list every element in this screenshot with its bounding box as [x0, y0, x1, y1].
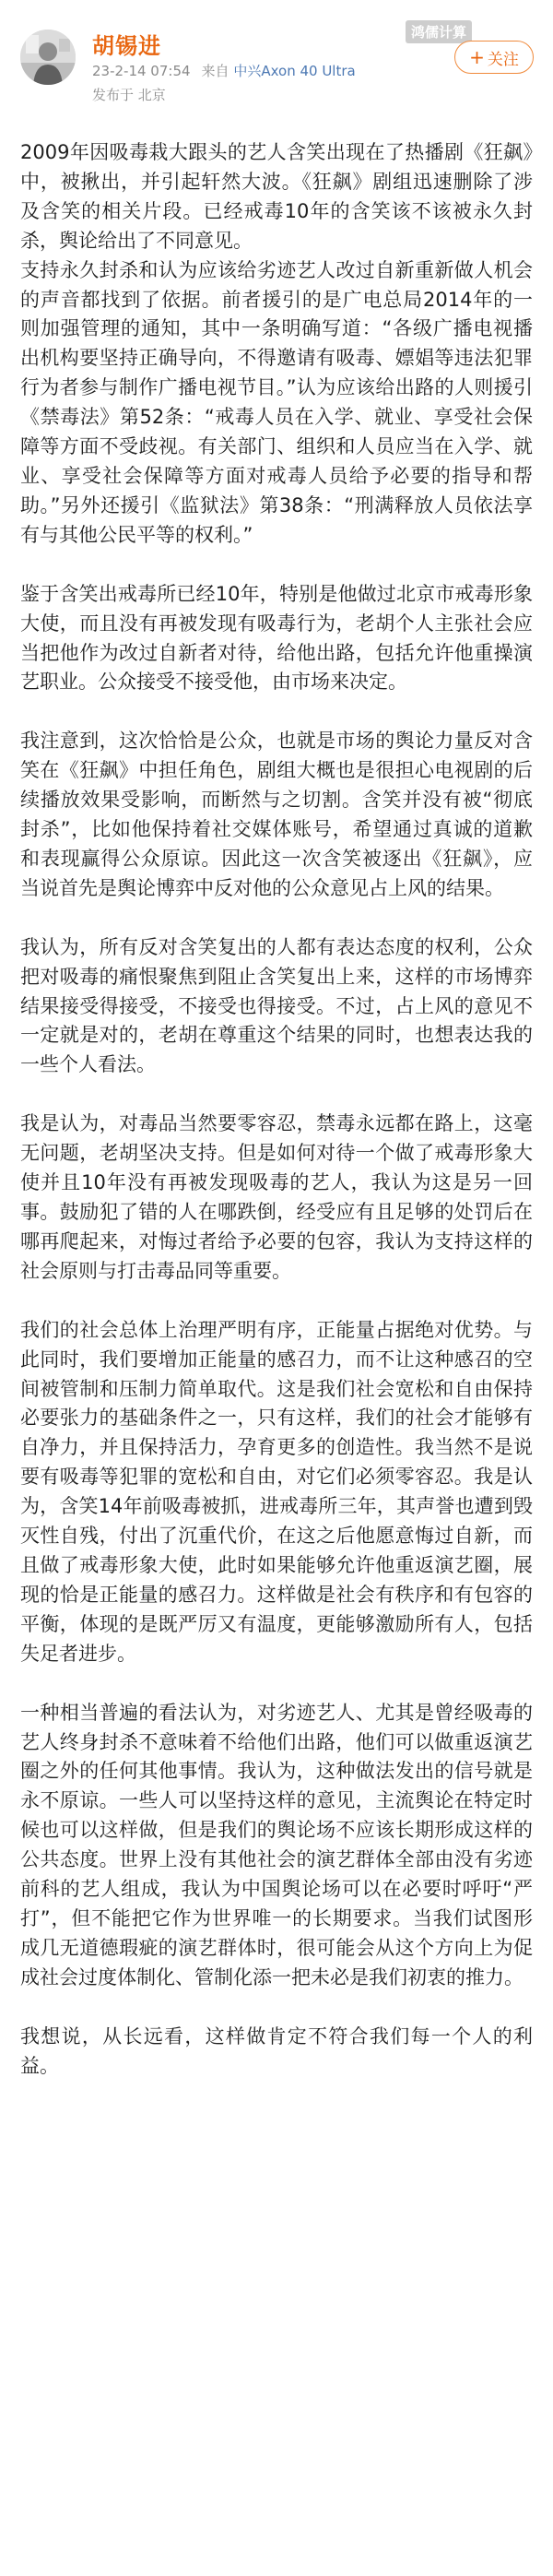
watermark-logo: 鸿儒计算 [406, 20, 472, 43]
paragraph-8: 一种相当普遍的看法认为，对劣迹艺人、尤其是曾经吸毒的艺人终身封杀不意味着不给他们出路，他们可以做重返演艺圈之外的任何其他事情。我认为，这种做法发出的信号就是永不原谅。一些人可以坚持这样的意见，主流舆论在特定时候也可以这样做，但是我们的舆论场不应该长期形成这样的公共态度。世界上没有其他社会的演艺群体全部由没有劣迹前科的艺人组成，我认为中国舆论场可以在必要时呼吁“严打”，但不能把它作为世界唯一的长期要求。当我们试图形成几无道德瑕疵的演艺群体时，很可能会从这个方向上为促成社会过度体制化、管制化添一把未必是我们初衷的推力。 [20, 1701, 533, 1988]
paragraph-7: 我们的社会总体上治理严明有序，正能量占据绝对优势。与此同时，我们要增加正能量的感召力，而不让这种感召的空间被管制和压制力简单取代。这是我们社会宽松和自由保持必要张力的基础条件之一，只有这样，我们的社会才能够有自净力，并且保持活力，孕育更多的创造性。我当然不是说要有吸毒等犯罪的宽松和自由，对它们必须零容忍。我是认为，含笑14年前吸毒被抓，进戒毒所三年，其声誉也遭到毁灭性自残，付出了沉重代价，在这之后他愿意悔过自新，而且做了戒毒形象大使，此时如果能够允许他重返演艺圈，展现的恰是正能量的感召力。这样做是社会有秩序和有包容的平衡，体现的是既严厉又有温度，更能够激励所有人，包括失足者进步。 [20, 1318, 533, 1665]
author-name[interactable]: 胡锡进 [92, 33, 161, 59]
paragraph-6: 我是认为，对毒品当然要零容忍，禁毒永远都在路上，这毫无问题，老胡坚决支持。但是如何对待一个做了戒毒形象大使并且10年没有再被发现吸毒的艺人，我认为这是另一回事。鼓励犯了错的人在哪跌倒，经受应有且足够的处罚后在哪再爬起来，对悔过者给予必要的包容，我认为支持这样的社会原则与打击毒品同等重要。 [20, 1112, 533, 1282]
post-content [20, 138, 533, 2081]
post-header [0, 0, 553, 109]
paragraph-4: 我注意到，这次恰恰是公众，也就是市场的舆论力量反对含笑在《狂飙》中担任角色，剧组大概也是很担心电视剧的后续播放效果受影响，而断然与之切割。含笑并没有被“彻底封杀”，比如他保持着社交媒体账号，希望通过真诚的道歉和表现赢得公众原谅。因此这一次含笑被逐出《狂飙》，应当说首先是舆论博弈中反对他的公众意见占上风的结果。 [20, 730, 533, 899]
plus-icon: + [469, 46, 485, 68]
post-datetime: 23-2-14 07:54 [92, 63, 191, 79]
post-meta [92, 61, 356, 80]
post-source-prefix: 来自 [201, 63, 229, 79]
post-location: 发布于 北京 [92, 87, 166, 103]
avatar-image [20, 30, 76, 85]
paragraph-5: 我认为，所有反对含笑复出的人都有表达态度的权利，公众把对吸毒的痛恨聚焦到阻止含笑复出上来，这样的市场博弈结果接受得接受，不接受也得接受。不过，占上风的意见不一定就是对的，老胡在尊重这个结果的同时，也想表达我的一些个人看法。 [20, 935, 533, 1076]
paragraph-1: 2009年因吸毒栽大跟头的艺人含笑出现在了热播剧《狂飙》中，被揪出，并引起轩然大波。《狂飙》剧组迅速删除了涉及含笑的相关片段。已经戒毒10年的含笑该不该被永久封杀，舆论给出了不同意见。 [20, 141, 533, 252]
paragraph-3: 鉴于含笑出戒毒所已经10年，特别是他做过北京市戒毒形象大使，而且没有再被发现有吸毒行为，老胡个人主张社会应当把他作为改过自新者对待，给他出路，包括允许他重操演艺职业。公众接受不接受他，由市场来决定。 [20, 582, 533, 694]
follow-label: 关注 [487, 50, 519, 69]
paragraph-2: 支持永久封杀和认为应该给劣迹艺人改过自新重新做人机会的声音都找到了依据。前者援引的是广电总局2014年的一则加强管理的通知，其中一条明确写道：“各级广播电视播出机构要坚持正确导向，不得邀请有吸毒、嫖娼等违法犯罪行为者参与制作广播电视节目。”认为应该给出路的人则援引《禁毒法》第52条：“戒毒人员在入学、就业、享受社会保障等方面不受歧视。有关部门、组织和人员应当在入学、就业、享受社会保障等方面对戒毒人员给予必要的指导和帮助。”另外还援引《监狱法》第38条：“刑满释放人员依法享有与其他公民平等的权利。” [20, 258, 533, 546]
follow-button[interactable] [454, 41, 534, 74]
paragraph-9: 我想说，从长远看，这样做肯定不符合我们每一个人的利益。 [20, 2024, 533, 2077]
avatar[interactable] [20, 30, 76, 85]
post-device[interactable]: 中兴Axon 40 Ultra [233, 63, 356, 79]
